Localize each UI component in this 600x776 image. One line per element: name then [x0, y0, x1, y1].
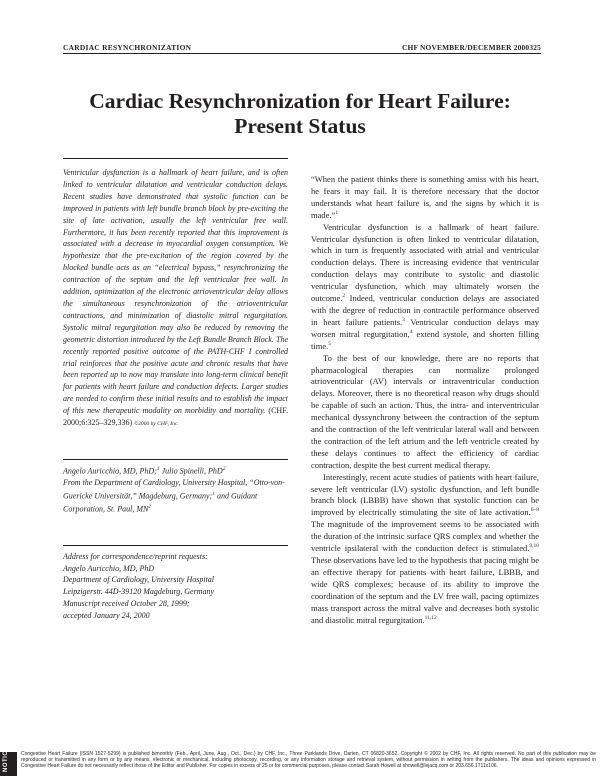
- ref-sup: 6–8: [530, 507, 539, 514]
- author-name-2: Julio Spinelli, PhD: [159, 466, 223, 476]
- body-text: To the best of our knowledge, there are no reports that pharmacological therapies can normalize prolonged atrioventricular (AV) intervals or intraventricular conduction delays. Moreover, there is no theoretical reason why drugs should be capable of such an action. Thus, the intra- and interventricular mechanical dyssynchrony between the contraction of the septum and the contraction of the left ventricular lateral wall and between the contraction of the left atrium and the left ventricle created by these delays continues to affect the efficiency of cardiac contraction, despite the best current medical therapy.: [311, 352, 539, 470]
- abstract-citation: (CHF. 2000;6:325–329,336): [63, 406, 289, 428]
- page-number: 325: [529, 43, 541, 52]
- author-sup-2: 2: [222, 466, 226, 472]
- correspondence-address: [63, 551, 288, 621]
- notice-label-bar: [0, 746, 17, 776]
- address-line-6: accepted January 24, 2000: [63, 610, 150, 620]
- affiliation-sup-1: 1: [212, 491, 215, 498]
- address-line-3: Department of Cardiology, University Hospital: [63, 575, 215, 585]
- abstract-copyright: ©2000 by CHF, Inc.: [134, 421, 179, 428]
- affiliation-1: From the Department of Cardiology, University Hospital, “Otto-von-Guericke Universität,” Magdeburg, Germany;: [63, 478, 285, 501]
- article-title: [40, 89, 560, 139]
- body-paragraph: [311, 353, 539, 472]
- header-divider: [63, 53, 541, 54]
- address-divider: [63, 545, 288, 546]
- ref-sup: 9,10: [529, 543, 539, 550]
- ref-sup: 11,12: [424, 614, 437, 621]
- abstract: [63, 167, 288, 431]
- title-line-2: Present Status: [234, 114, 366, 138]
- body-paragraph: [311, 472, 539, 627]
- body-text: extend systole, and shorten filling time.: [311, 328, 539, 351]
- epigraph-quote: “When the patient thinks there is something amiss with his heart, he fears it may fail. It is therefore necessary that the doctor understands what heart failure is, and the signs by which it is made.”: [311, 174, 539, 220]
- affiliation-2: and Guidant Corporation, St. Paul, MN: [63, 491, 258, 515]
- address-line-2: Angelo Auricchio, MD, PhD: [63, 563, 155, 573]
- author-name-1: Angelo Auricchio, MD, PhD;: [63, 466, 157, 476]
- journal-issue-text: CHF NOVEMBER/DECEMBER 2000: [402, 43, 530, 52]
- author-block: [63, 464, 288, 516]
- body-column: [311, 174, 539, 626]
- copyright-notice: Congestive Heart Failure (ISSN 1527-5299) is published bimonthly (Feb., April, June, Aug., Oct., Dec.) by CHF, Inc., Three Parklands Drive, Darien, CT 06820-3652. Copyright © 2002 by CHF, Inc. All rights reserved. No part of this publication may be reproduced or transmitted in any form or by any means, electronic or mechanical, including photocopy, recording, or any information storage and retrieval system, without permission in writing from the publishers. The ideas and opinions expressed in Congestive Heart Failure do not necessarily reflect those of the Editor and Publisher. For copies in excess of 25 or for commercial purposes, please contact Sarah Howell at showell@lejacq.com or 203.656.1711x106.: [21, 751, 596, 770]
- ref-sup: 1: [335, 209, 339, 216]
- address-line-1: Address for correspondence/reprint requests:: [63, 552, 208, 561]
- address-line-4: Leipzigerstr. 44D-39120 Magdeburg, Germany: [63, 587, 215, 597]
- body-text: Ventricular dysfunction is a hallmark of heart failure. Ventricular dysfunction is often linked to ventricular dilatation, which in turn is frequently associated with atrial and ventricular conduction delays. There is increasing evidence that ventricular conduction delays may contribute to systolic and diastolic ventricular dysfunction, which may ultimately worsen the outcome.: [311, 221, 539, 304]
- ref-sup: 5: [328, 340, 331, 347]
- body-text: Interestingly, recent acute studies of patients with heart failure, severe left ventricular (LV) systolic dysfunction, and left bundle branch block (LBBB) have shown that systolic function can be improved by electrically stimulating the site of late activation.: [311, 471, 539, 518]
- running-header: CARDIAC RESYNCHRONIZATION: [63, 43, 192, 52]
- ref-sup: 2: [342, 293, 346, 300]
- abstract-bottom-divider: [63, 459, 288, 460]
- journal-issue: [402, 43, 541, 52]
- body-text: The magnitude of the improvement seems to be associated with the duration of the intrinsic surface QRS complex and whether the ventricle ipsilateral with the conduction defect is stimulated.: [311, 519, 539, 554]
- affiliation-sup-2: 2: [148, 504, 152, 511]
- body-text: Ventricular conduction delays may worsen mitral regurgitation,: [311, 316, 539, 339]
- author-sup-1: 1: [156, 466, 160, 472]
- title-line-1: Cardiac Resynchronization for Heart Failure:: [89, 89, 511, 113]
- body-text: These observations have led to the hypothesis that pacing might be an effective therapy for patients with heart failure, LBBB, and wide QRS complexes; because of its ability to improve the coordination of the septum and the LV free wall, pacing optimizes mass transport across the mitral valve and decreases both systolic and diastolic mitral regurgitation.: [311, 555, 539, 625]
- body-text: Indeed, ventricular conduction delays are associated with the degree of reduction in contractile performance observed in heart failure patients.: [311, 293, 539, 327]
- ref-sup: 4: [409, 328, 413, 335]
- address-line-5: Manuscript received October 28, 1999;: [63, 598, 190, 608]
- abstract-text: Ventricular dysfunction is a hallmark of heart failure, and is often linked to ventricular dilatation and ventricular conduction delays. Recent studies have demonstrated that systolic function can be improved in patients with left bundle branch block by pre-exciting the site of late activation, usually the left ventricular free wall. Furthermore, it has been recently reported that this improvement is associated with a decrease in myocardial oxygen consumption. We hypothesize that the pre-excitation of the region covered by the blocked bundle acts as an “electrical bypass,” resynchronizing the contraction of the septum and the left ventricular free wall. In addition, optimization of the electronic atrioventricular delay allows the simultaneous resynchronization of the atrioventricular contractions, and minimization of diastolic mitral regurgitation. Systolic mitral regurgitation may also be reduced by removing the geometric distortion introduced by the Left Bundle Branch Block. The recently reported positive outcome of the PATH-CHF I controlled trial reinforces that the positive acute and chronic results that have been reported up to now may translate into long-term clinical benefit for patients with heart failure and conduction defects. Larger studies are needed to confirm these initial results and to establish the impact of this new therapeutic modality on morbidity and mortality.: [63, 168, 288, 416]
- body-paragraph: [311, 174, 539, 222]
- abstract-top-divider: [63, 158, 288, 159]
- ref-sup: 3: [402, 317, 405, 324]
- notice-label: NOTICE: [3, 746, 9, 772]
- body-paragraph: [311, 222, 539, 353]
